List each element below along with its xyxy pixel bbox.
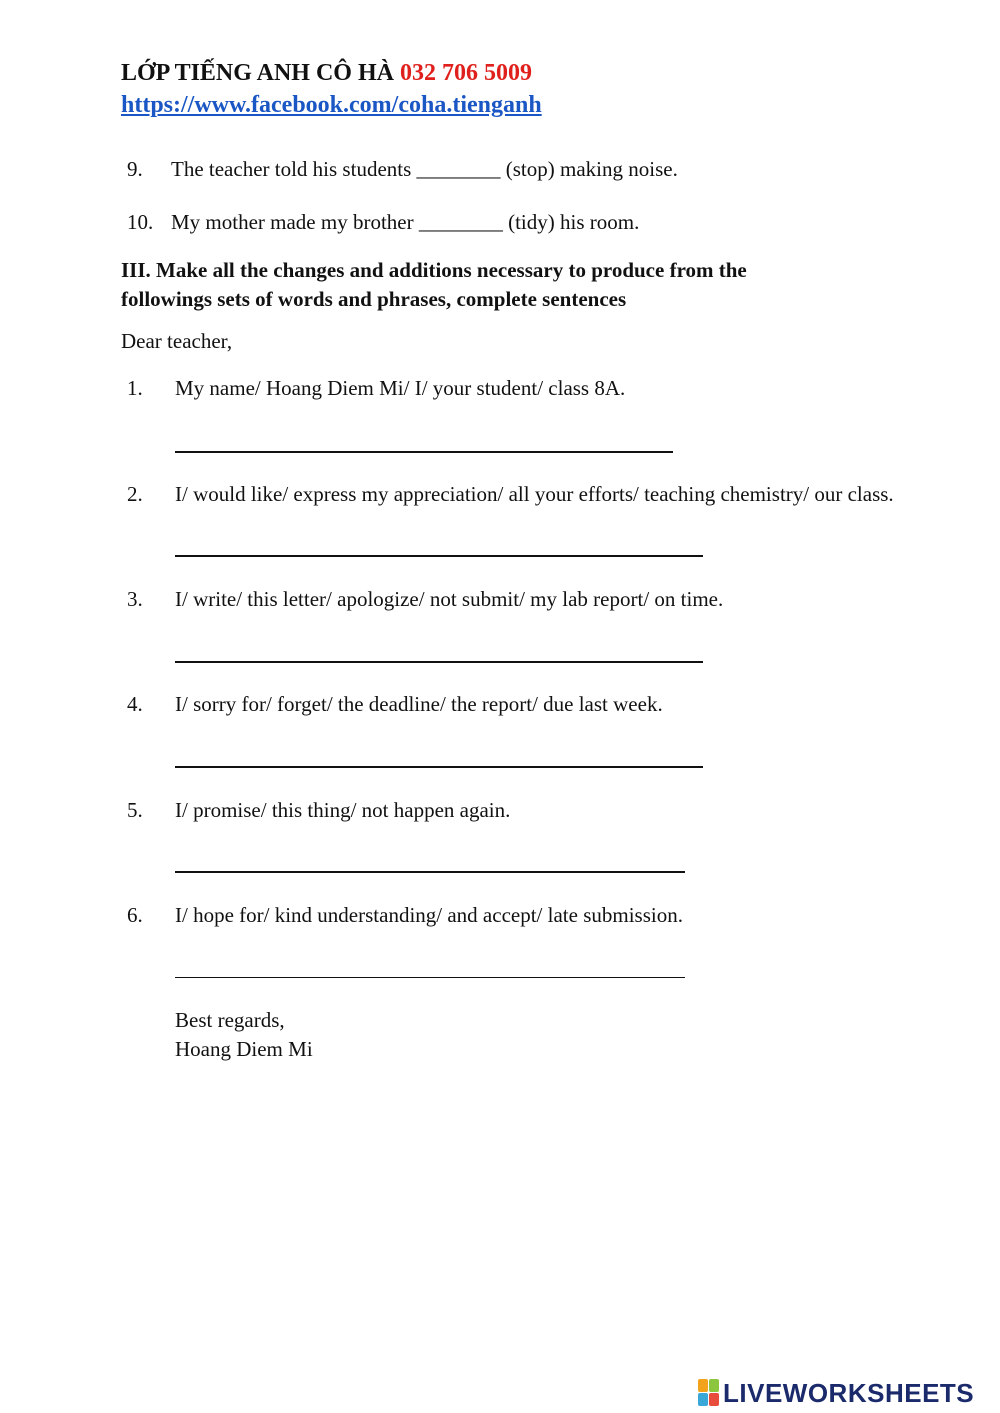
item-9-text: The teacher told his students ________ (stop) making noise. bbox=[171, 157, 678, 181]
header-phone: 032 706 5009 bbox=[399, 60, 532, 86]
q6-answer-line[interactable] bbox=[175, 977, 685, 978]
brand-name: LIVEWORKSHEETS bbox=[723, 1377, 975, 1408]
liveworksheets-logo-icon bbox=[698, 1379, 720, 1407]
q6-number: 6. bbox=[127, 903, 143, 927]
section-3-heading-line2: followings sets of words and phrases, complete sentences bbox=[121, 287, 627, 311]
q5-answer-line[interactable] bbox=[175, 871, 685, 873]
item-9-number: 9. bbox=[127, 157, 143, 181]
liveworksheets-brand[interactable] bbox=[698, 1377, 974, 1409]
item-10-number: 10. bbox=[127, 210, 154, 234]
q3-text: I/ write/ this letter/ apologize/ not submit/ my lab report/ on time. bbox=[175, 587, 724, 611]
q1-text: My name/ Hoang Diem Mi/ I/ your student/ class 8A. bbox=[175, 376, 626, 400]
q6-text: I/ hope for/ kind understanding/ and accept/ late submission. bbox=[175, 903, 683, 927]
q1-number: 1. bbox=[127, 376, 143, 400]
greeting: Dear teacher, bbox=[121, 329, 233, 353]
q2-number: 2. bbox=[127, 482, 143, 506]
q3-answer-line[interactable] bbox=[175, 661, 703, 663]
q4-answer-line[interactable] bbox=[175, 766, 703, 768]
item-10-text: My mother made my brother ________ (tidy) his room. bbox=[171, 210, 640, 234]
q3-number: 3. bbox=[127, 587, 143, 611]
closing: Best regards, bbox=[175, 1008, 285, 1032]
q2-text: I/ would like/ express my appreciation/ all your efforts/ teaching chemistry/ our class. bbox=[175, 482, 894, 506]
q4-text: I/ sorry for/ forget/ the deadline/ the report/ due last week. bbox=[175, 692, 663, 716]
signature: Hoang Diem Mi bbox=[175, 1037, 313, 1061]
q2-answer-line[interactable] bbox=[175, 555, 703, 557]
q5-text: I/ promise/ this thing/ not happen again. bbox=[175, 798, 511, 822]
q5-number: 5. bbox=[127, 798, 143, 822]
page-header bbox=[121, 60, 532, 87]
header-title: LỚP TIẾNG ANH CÔ HÀ bbox=[121, 60, 394, 86]
q1-answer-line[interactable] bbox=[175, 451, 673, 453]
facebook-link[interactable]: https://www.facebook.com/coha.tienganh bbox=[121, 92, 542, 118]
q4-number: 4. bbox=[127, 692, 143, 716]
section-3-heading-line1: III. Make all the changes and additions necessary to produce from the bbox=[121, 258, 747, 282]
